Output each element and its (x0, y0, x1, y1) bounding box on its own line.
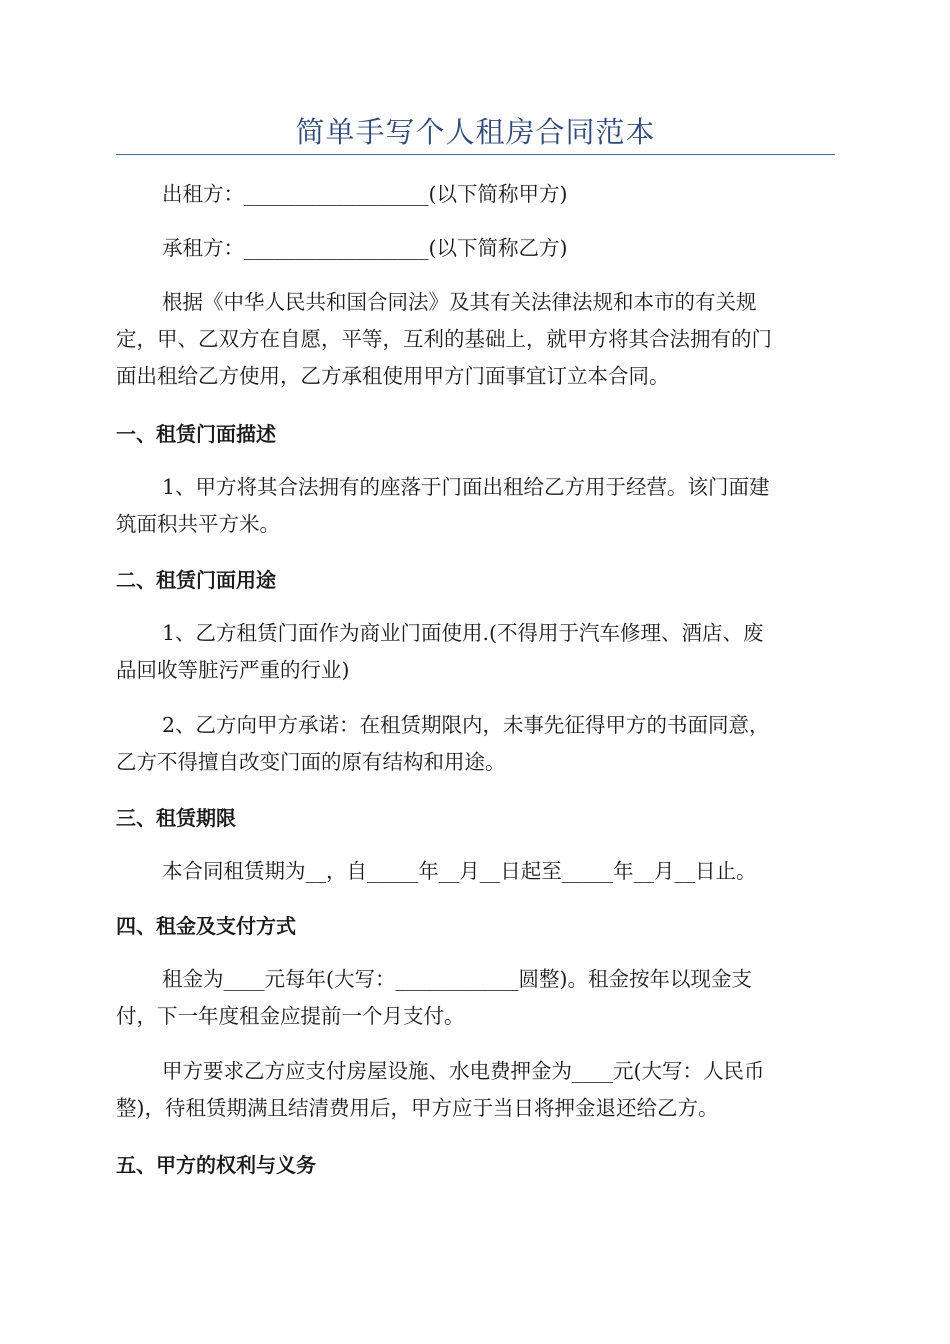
section-paragraph (116, 707, 835, 781)
section-paragraph (116, 615, 835, 689)
document-title: 简单手写个人租房合同范本 (295, 115, 656, 149)
section-heading: 三、租赁期限 (116, 806, 236, 830)
intro-line: 根据《中华人民共和国合同法》及其有关法律法规和本市的有关规 (162, 290, 757, 314)
paragraph-line: 筑面积共平方米。 (116, 512, 280, 536)
paragraph-line: 2、乙方向甲方承诺：在租赁期限内，未事先征得甲方的书面同意， (162, 713, 770, 737)
lessee-text: 承租方：__________________(以下简称乙方) (162, 236, 568, 260)
intro-paragraph (116, 284, 835, 395)
paragraph-line: 1、乙方租赁门面作为商业门面使用.(不得用于汽车修理、酒店、废 (162, 621, 764, 645)
section-heading: 五、甲方的权利与义务 (116, 1153, 316, 1177)
paragraph-line: 1、甲方将其合法拥有的座落于门面出租给乙方用于经营。该门面建 (162, 475, 770, 499)
paragraph-line: 甲方要求乙方应支付房屋设施、水电费押金为____元(大写：人民币 (162, 1059, 765, 1083)
section-paragraph (116, 1053, 835, 1127)
paragraph-line: 品回收等脏污严重的行业) (116, 658, 350, 682)
lessee-line (116, 230, 835, 267)
lessor-text: 出租方：__________________(以下简称甲方) (162, 182, 568, 206)
paragraph-line: 乙方不得擅自改变门面的原有结构和用途。 (116, 750, 506, 774)
section-paragraph (116, 469, 835, 543)
intro-line: 定，甲、乙双方在自愿，平等，互利的基础上，就甲方将其合法拥有的门 (116, 327, 772, 351)
paragraph-line: 租金为____元每年(大写：____________圆整)。租金按年以现金支 (162, 967, 752, 991)
section-paragraph (116, 961, 835, 1035)
title-underline (116, 154, 835, 155)
paragraph-line: 整)，待租赁期满且结清费用后，甲方应于当日将押金退还给乙方。 (116, 1096, 719, 1120)
intro-line: 面出租给乙方使用，乙方承租使用甲方门面事宜订立本合同。 (116, 364, 670, 388)
section-heading: 二、租赁门面用途 (116, 568, 276, 592)
paragraph-line: 本合同租赁期为__，自_____年__月__日起至_____年__月__日止。 (162, 859, 757, 883)
section-paragraph (116, 853, 835, 890)
section-heading: 四、租金及支付方式 (116, 914, 296, 938)
section-heading: 一、租赁门面描述 (116, 422, 276, 446)
lessor-line (116, 176, 835, 213)
paragraph-line: 付，下一年度租金应提前一个月支付。 (116, 1004, 465, 1028)
